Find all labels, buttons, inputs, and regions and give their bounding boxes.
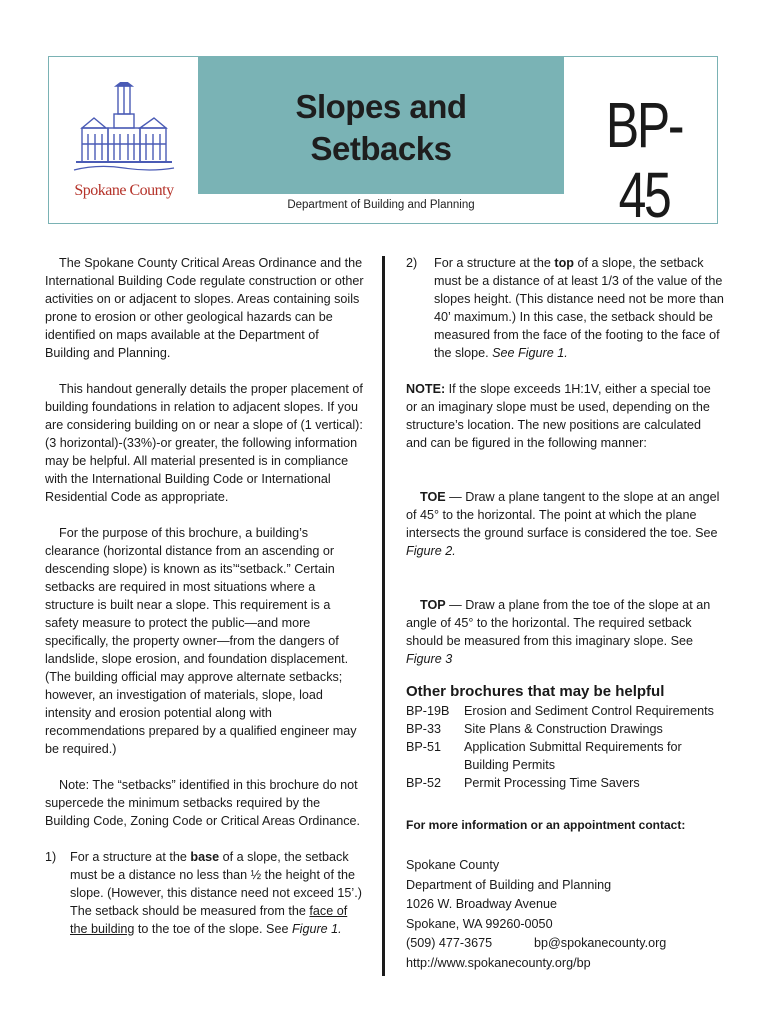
brochure-item-code: BP-51 (406, 740, 442, 754)
title-line-1: Slopes and (295, 88, 467, 125)
list-item-top (406, 254, 724, 362)
brochure-item-code: BP-19B (406, 704, 450, 718)
courthouse-icon (68, 82, 180, 178)
department-subtitle: Department of Building and Planning (287, 199, 475, 211)
title-line-2: Setbacks (310, 130, 452, 167)
title-block (198, 56, 564, 194)
brochure-item-code: BP-33 (406, 722, 442, 736)
top-block: TOP — Draw a plane from the toe of the slope at an angle of 45° to the horizontal. The required setback should be measured from this imaginary slope. See Figure 3 (406, 598, 711, 666)
contact-dept: Department of Building and Planning (406, 877, 612, 892)
brochures-list (406, 702, 724, 792)
brochure-code: BP-45 (605, 89, 683, 231)
page-title (198, 86, 564, 170)
contact-city: Spokane, WA 99260-0050 (406, 916, 553, 931)
note-paragraph: Note: The “setbacks” identified in this brochure do not supercede the minimum setbacks required by the Building Code, Zoning Code or Critical Areas Ordinance. (45, 778, 361, 828)
brochure-item-code: BP-52 (406, 776, 442, 790)
brochure-item-name: Erosion and Sediment Control Requirements (464, 704, 714, 718)
brochure-item-name: Site Plans & Construction Drawings (464, 722, 663, 736)
logo-text: Spokane County (74, 182, 174, 199)
contact-website-link[interactable]: http://www.spokanecounty.org/bp (406, 955, 591, 970)
contact-email-link[interactable]: bp@spokanecounty.org (534, 936, 667, 950)
brochure-item-name: Permit Processing Time Savers (464, 776, 640, 790)
contact-block (406, 856, 724, 973)
list-item (406, 738, 724, 774)
brochures-heading: Other brochures that may be helpful (406, 683, 665, 700)
contact-phone-email-row (406, 934, 724, 954)
left-column (45, 254, 365, 938)
toe-block: TOE — Draw a plane tangent to the slope at an angel of 45° to the horizontal. The point at which the plane intersects the ground surface is considered the toe. See Figure 2. (406, 490, 720, 558)
contact-address: 1026 W. Broadway Avenue (406, 897, 557, 911)
county-logo (68, 82, 180, 210)
list-item (406, 702, 724, 720)
column-divider (382, 256, 385, 976)
item-text: For a structure at the base of a slope, the setback must be a distance no less than ½ the height of the slope. (However, this distance need not exceed 15’.) The setback should be measured from the face of the building to the toe of the slope. See Figure 1. (70, 850, 362, 936)
intro-paragraph: The Spokane County Critical Areas Ordinance and the International Building Code regulate construction or other activities on or adjacent to slopes. Areas containing soils prone to erosion or other geological hazards can be identified on maps available at the Department of Building and Planning. (45, 256, 364, 360)
list-item (406, 774, 724, 792)
note-block: NOTE: If the slope exceeds 1H:1V, either a special toe or an imaginary slope must be used, depending on the structure’s location. The new positions are calculated and can be figured in the following manner: (406, 382, 711, 450)
placement-paragraph: This handout generally details the proper placement of building foundations in relation to adjacent slopes. If you are considering building on or near a slope of (1 vertical):(3 horizontal)-(33%)-or greater, the following information may be helpful. All material presented is in compliance with the International Building Code or International Residential Code as appropriate. (45, 382, 363, 504)
item-text: For a structure at the top of a slope, the setback must be a distance of at least 1/3 of the value of the slopes height. (This distance need not be more than 40’ maximum.) In this case, the setback should be measured from the face of the footing to the face of the slope. See Figure 1. (434, 256, 724, 360)
contact-phone: (509) 477-3675 (406, 936, 493, 950)
item-number: 2) (406, 256, 418, 270)
list-item-base (45, 848, 365, 938)
brochure-item-name: Application Submittal Requirements for Building Permits (464, 740, 682, 772)
contact-org: Spokane County (406, 858, 500, 872)
contact-heading: For more information or an appointment contact: (406, 818, 686, 832)
list-item (406, 720, 724, 738)
item-number: 1) (45, 850, 57, 864)
right-column (406, 254, 724, 973)
setback-paragraph: For the purpose of this brochure, a building’s clearance (horizontal distance from an ascending or descending slope) is known as its’“setback.” Certain setbacks are required in most situations where a structure is built near a slope. This requirement is a safety measure to protect the public—and more specifically, the property owner—from the dangers of landslide, slope erosion, and foundation displacement. (The building official may approve alternate setbacks; however, an investigation of materials, slope, load intensity and erosion potential along with recommendations prepared by a qualified engineer may be required.) (45, 526, 357, 756)
